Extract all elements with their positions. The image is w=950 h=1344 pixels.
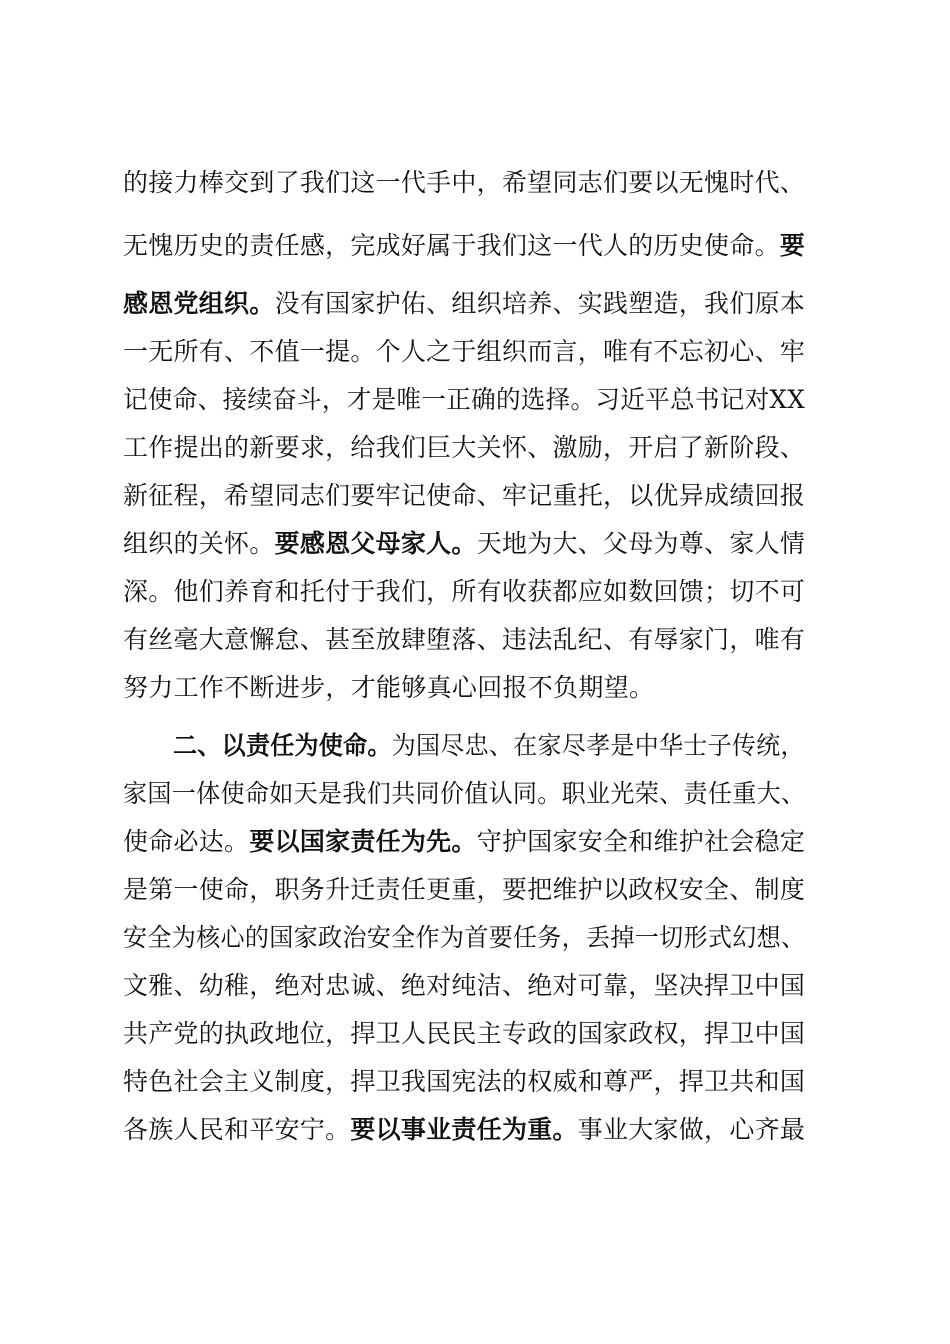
text-line — [123, 473, 805, 519]
text-line — [123, 377, 805, 423]
body-text: 安全为核心的国家政治安全作为首要任务，丢掉一切形式幻想、 — [123, 923, 806, 952]
text-line — [123, 1107, 805, 1153]
body-text: 守护国家安全和维护社会稳定 — [476, 827, 806, 856]
text-line — [123, 569, 805, 615]
body-text: 工作提出的新要求，给我们巨大关怀、激励，开启了新阶段、 — [123, 433, 806, 462]
text-line — [123, 223, 805, 269]
text-line — [123, 425, 805, 471]
bold-heading-text: 要以事业责任为重。 — [350, 1115, 578, 1144]
text-line — [123, 819, 805, 865]
body-text: 的接力棒交到了我们这一代手中，希望同志们要以无愧时代、 — [123, 168, 806, 197]
body-text: 努力工作不断进步，才能够真心回报不负期望。 — [123, 673, 655, 702]
text-line — [123, 963, 805, 1009]
body-text: 没有国家护佑、组织培养、实践塑造，我们原本 — [274, 289, 806, 318]
bold-heading-text: 要以国家责任为先。 — [249, 827, 477, 856]
body-text: 一无所有、不值一提。个人之于组织而言，唯有不忘初心、牢 — [123, 337, 806, 366]
body-text: 各族人民和平安宁。 — [123, 1115, 351, 1144]
text-line — [123, 617, 805, 663]
text-line — [123, 771, 805, 817]
text-line — [123, 867, 805, 913]
body-text: 家国一体使命如天是我们共同价值认同。职业光荣、责任重大、 — [123, 779, 806, 808]
body-text: 新征程，希望同志们要牢记使命、牢记重托，以优异成绩回报 — [123, 481, 806, 510]
text-line — [123, 1059, 805, 1105]
bold-heading-text: 感恩党组织。 — [123, 289, 275, 318]
body-text: 特色社会主义制度，捍卫我国宪法的权威和尊严，捍卫共和国 — [123, 1067, 806, 1096]
text-line — [123, 521, 805, 567]
bold-heading-text: 要 — [779, 231, 806, 260]
body-text: 文雅、幼稚，绝对忠诚、绝对纯洁、绝对可靠，坚决捍卫中国 — [123, 971, 806, 1000]
body-text: 组织的关怀。 — [123, 529, 275, 558]
text-line — [123, 665, 654, 711]
body-text: 深。他们养育和托付于我们，所有收获都应如数回馈；切不可 — [123, 577, 806, 606]
text-line — [123, 160, 805, 206]
body-text: 天地为大、父母为尊、家人情 — [476, 529, 806, 558]
text-line — [123, 281, 805, 327]
body-text: 是第一使命，职务升迁责任更重，要把维护以政权安全、制度 — [123, 875, 806, 904]
bold-heading-text: 要感恩父母家人。 — [274, 529, 477, 558]
body-text: 有丝毫大意懈怠、甚至放肆堕落、违法乱纪、有辱家门，唯有 — [123, 625, 806, 654]
text-line — [123, 1011, 805, 1057]
bold-heading-text: 二、以责任为使命。 — [173, 731, 392, 760]
body-text: 事业大家做，心齐最 — [577, 1115, 806, 1144]
body-text: 共产党的执政地位，捍卫人民民主专政的国家政权，捍卫中国 — [123, 1019, 806, 1048]
body-text: 无愧历史的责任感，完成好属于我们这一代人的历史使命。 — [123, 231, 780, 260]
text-line — [123, 329, 805, 375]
text-line — [173, 723, 805, 769]
body-text: 使命必达。 — [123, 827, 250, 856]
body-text: 为国尽忠、在家尽孝是中华士子传统， — [391, 731, 805, 760]
text-line — [123, 915, 805, 961]
body-text: 记使命、接续奋斗，才是唯一正确的选择。习近平总书记对XX — [123, 385, 805, 414]
